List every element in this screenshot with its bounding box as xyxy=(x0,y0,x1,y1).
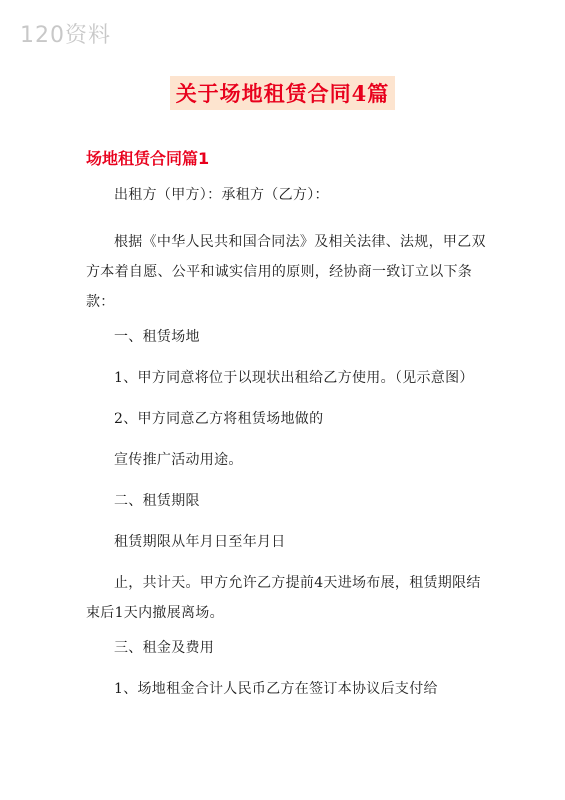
paragraph-clause-1-heading: 一、租赁场地 xyxy=(114,329,200,345)
section-heading: 场地租赁合同篇1 xyxy=(86,149,210,168)
paragraph-preamble: 根据《中华人民共和国合同法》及相关法律、法规，甲乙双方本着自愿、公平和诚实信用的原则，经协商一致订立以下条款： xyxy=(86,234,486,310)
paragraph-clause-2-heading: 二、租赁期限 xyxy=(114,493,200,509)
paragraph-lease-term: 租赁期限从年月日至年月日 xyxy=(114,534,286,550)
paragraph-clause-1-2: 2、甲方同意乙方将租赁场地做的 xyxy=(114,411,324,427)
paragraph-clause-1-1: 1、甲方同意将位于以现状出租给乙方使用。（见示意图） xyxy=(114,370,474,386)
paragraph-clause-3-1: 1、场地租金合计人民币乙方在签订本协议后支付给 xyxy=(114,681,438,697)
paragraph-parties: 出租方（甲方）：承租方（乙方）： xyxy=(114,187,329,203)
document-title: 关于场地租赁合同4篇 xyxy=(170,76,396,110)
title-container xyxy=(0,76,565,110)
paragraph-lease-term-cont: 止，共计天。甲方允许乙方提前4天进场布展，租赁期限结束后1天内撤展离场。 xyxy=(86,575,481,621)
paragraph-clause-3-heading: 三、租金及费用 xyxy=(114,640,215,656)
watermark: 120资料 xyxy=(20,23,111,48)
paragraph-clause-1-2-cont: 宣传推广活动用途。 xyxy=(114,452,243,468)
